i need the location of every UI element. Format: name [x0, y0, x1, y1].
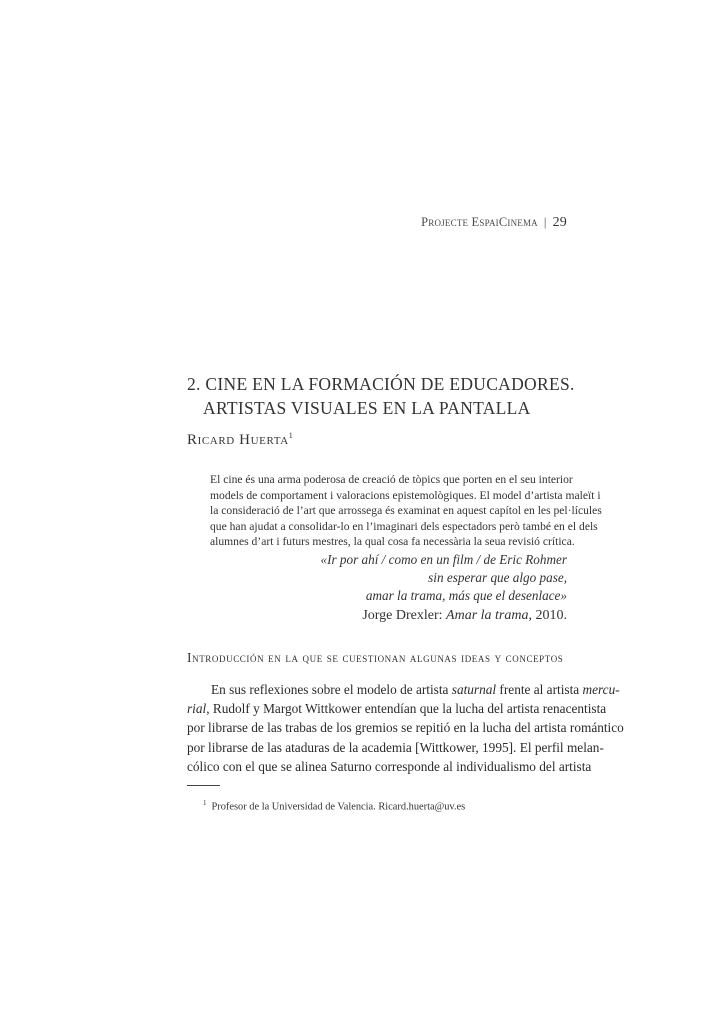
- body-text-run: frente al artista: [496, 682, 583, 697]
- body-text-run: , Rudolf y Margot Wittkower entendían que la lucha del artista renacentista: [206, 701, 607, 717]
- quote-source-work: Amar la trama,: [446, 608, 532, 623]
- body-line: por librarse de las trabas de los gremios se repitió en la lucha del artista romántico: [187, 720, 624, 736]
- abstract: [210, 472, 602, 550]
- chapter-title-line-2: ARTISTAS VISUALES EN LA PANTALLA: [203, 398, 531, 418]
- author-footnote-mark[interactable]: 1: [288, 431, 294, 440]
- body-paragraph: [187, 680, 624, 776]
- abstract-line: que han ajudat a consolidar-lo en l’imaginari dels espectadors però també en el dels: [210, 519, 598, 533]
- body-text-run: En sus reflexiones sobre el modelo de artista: [211, 682, 452, 697]
- body-italic-run: rial: [187, 701, 207, 717]
- body-line: [187, 680, 620, 699]
- running-head-separator: |: [543, 215, 547, 229]
- body-line: [187, 699, 607, 718]
- quote-source-author: Jorge Drexler:: [362, 608, 443, 623]
- quote-source-year: 2010.: [535, 608, 567, 623]
- author-name: [187, 431, 293, 449]
- abstract-line: alumnes d’art i futurs mestres, la qual cosa fa necessària la seua revisió crítica.: [210, 535, 575, 549]
- abstract-line: la consideració de l’art que arrossega és examinat en aquest capítol en les pel·lícules: [210, 504, 602, 518]
- footnote-text: Profesor de la Universidad de Valencia. Ricard.huerta@uv.es: [211, 801, 466, 813]
- body-line: cólico con el que se alinea Saturno corresponde al individualismo del artista: [187, 758, 592, 774]
- footnote: [203, 799, 465, 812]
- quote-line: «Ir por ahí / como en un film / de Eric Rohmer: [320, 552, 567, 567]
- page-number: 29: [552, 215, 567, 230]
- abstract-line: models de comportament i valoracions epistemològiques. El model d’artista maleït i: [210, 488, 601, 502]
- body-line: por librarse de las ataduras de la academia [Wittkower, 1995]. El perfil melan-: [187, 739, 604, 755]
- abstract-line: El cine és una arma poderosa de creació de tòpics que porten en el seu interior: [210, 473, 573, 486]
- epigraph-quote: [237, 551, 567, 605]
- chapter-title: [187, 372, 587, 420]
- chapter-title-line-1: 2. CINE EN LA FORMACIÓN DE EDUCADORES.: [187, 374, 575, 394]
- quote-attribution: [362, 608, 567, 624]
- footnote-rule: [187, 785, 220, 786]
- footnote-mark: 1: [203, 799, 207, 807]
- quote-line: sin esperar que algo pase,: [428, 570, 567, 585]
- body-italic-run: mercu-: [582, 682, 620, 697]
- running-head: [421, 215, 567, 231]
- body-italic-run: saturnal: [451, 682, 497, 697]
- section-heading: Introducción en la que se cuestionan algunas ideas y conceptos: [187, 650, 564, 665]
- author-name-text: Ricard Huerta: [187, 432, 289, 448]
- quote-line: amar la trama, más que el desenlace»: [365, 588, 567, 603]
- series-title: Projecte EspaiCinema: [421, 215, 538, 229]
